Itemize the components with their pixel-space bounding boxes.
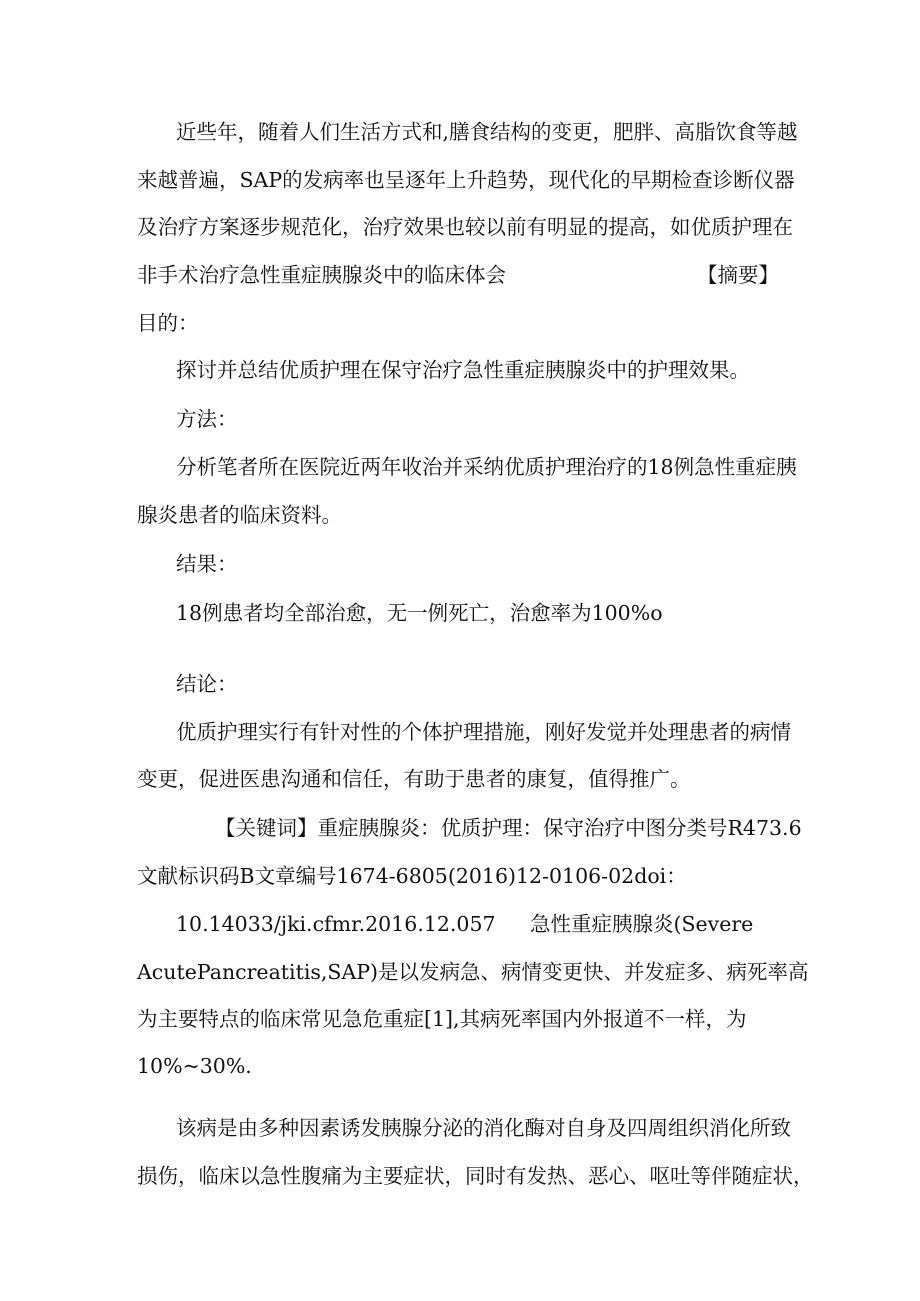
intro-line-3: 及治疗方案逐步规范化，治疗效果也较以前有明显的提高，如优质护理在: [137, 215, 793, 239]
objective-label: 目的：: [137, 311, 199, 335]
conclusion-line-1: 优质护理实行有针对性的个体护理措施，刚好发觉并处理患者的病情: [176, 720, 791, 744]
keywords-line-2: 文献标识码B文章编号1674-6805(2016)12-0106-02doi：: [137, 864, 687, 888]
method-line-1: 分析笔者所在医院近两年收治并采纳优质护理治疗的18例急性重症胰: [176, 455, 797, 479]
abstract-label: 【摘要】: [697, 263, 779, 287]
doi-text: 10.14033/jki.cfmr.2016.12.057: [176, 912, 496, 936]
conclusion-line-2: 变更，促进医患沟通和信任，有助于患者的康复，值得推广。: [137, 767, 691, 791]
intro-line-1: 近些年，随着人们生活方式和,膳食结构的变更，肥胖、高脂饮食等越: [176, 120, 798, 144]
cause-line-1: 该病是由多种因素诱发胰腺分泌的消化酶对自身及四周组织消化所致: [176, 1116, 791, 1140]
sap-line-3: 10%~30%.: [137, 1054, 252, 1078]
sap-line-1: AcutePancreatitis,SAP)是以发病急、病情变更快、并发症多、病死率高: [137, 960, 809, 984]
objective-text: 探讨并总结优质护理在保守治疗急性重症胰腺炎中的护理效果。: [176, 358, 750, 382]
article-title: 非手术治疗急性重症胰腺炎中的临床体会: [137, 263, 506, 287]
method-line-2: 腺炎患者的临床资料。: [137, 503, 342, 527]
intro-line-2: 来越普遍，SAP的发病率也呈逐年上升趋势，现代化的早期检查诊断仪器: [137, 168, 795, 192]
method-label: 方法：: [176, 407, 238, 431]
sap-line-2: 为主要特点的临床常见急危重症[1],其病死率国内外报道不一样，为: [137, 1007, 747, 1031]
keywords-line-1: 【关键词】重症胰腺炎：优质护理：保守治疗中图分类号R473.6: [215, 816, 802, 840]
result-text: 18例患者均全部治愈，无一例死亡，治愈率为100%o: [176, 601, 663, 625]
result-label: 结果：: [176, 552, 238, 576]
conclusion-label: 结论：: [176, 672, 238, 696]
sap-intro: 急性重症胰腺炎(Severe: [530, 912, 754, 936]
cause-line-2: 损伤，临床以急性腹痛为主要症状，同时有发热、恶心、呕吐等伴随症状，: [137, 1164, 814, 1188]
